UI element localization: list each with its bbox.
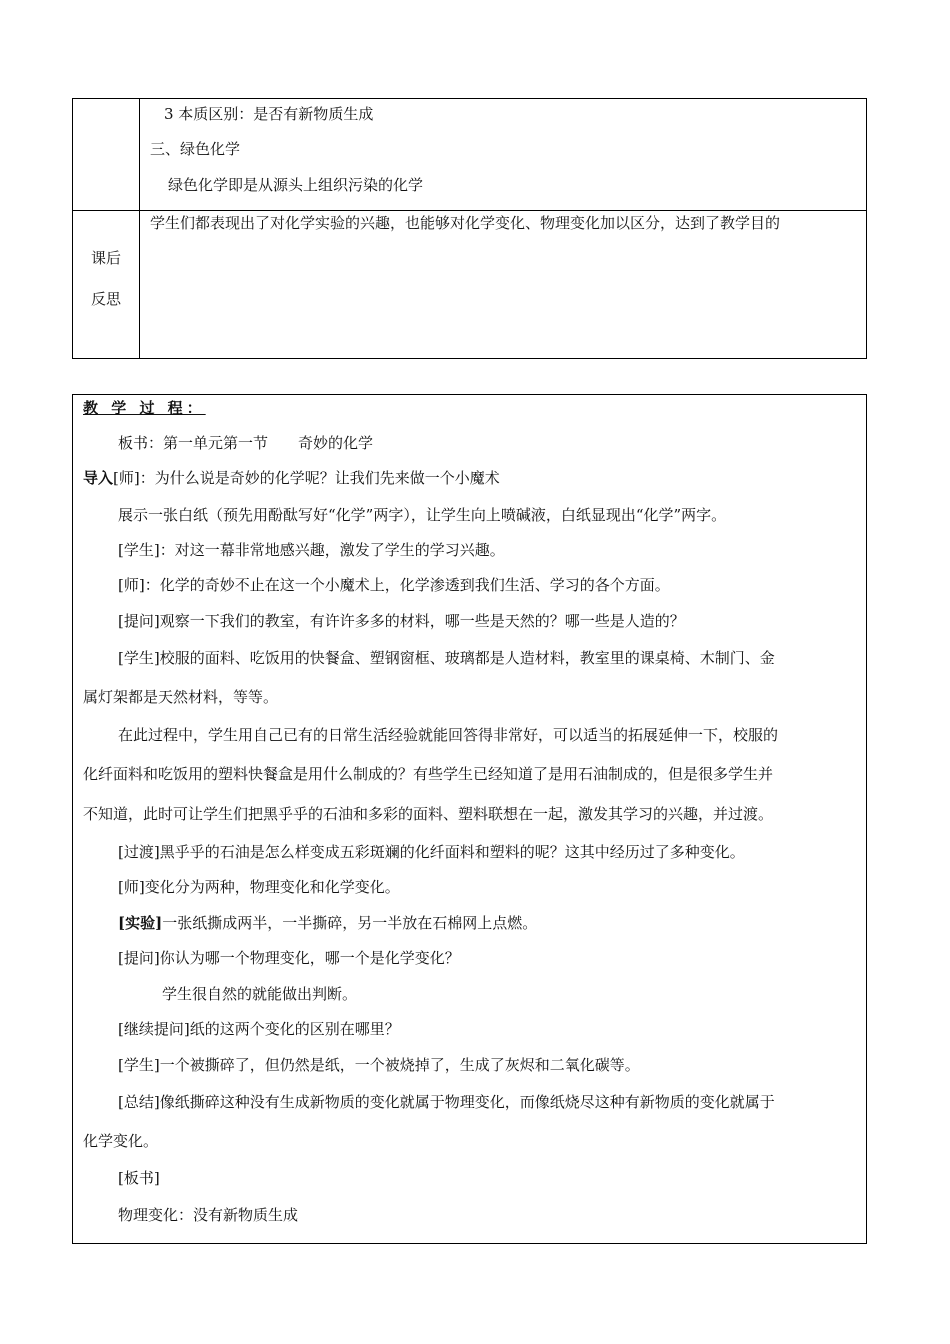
- paragraph-14-line-1: [总结]像纸撕碎这种没有生成新物质的变化就属于物理变化，而像纸烧尽这种有新物质的变化就属于: [118, 1093, 775, 1111]
- paragraph-16: 物理变化：没有新物质生成: [118, 1206, 299, 1224]
- paragraph-14-line-2: 化学变化。: [83, 1132, 159, 1150]
- column-divider: [139, 99, 140, 358]
- paragraph-5-line-2: 属灯架都是天然材料，等等。: [83, 688, 279, 706]
- paragraph-7: [过渡]黑乎乎的石油是怎么样变成五彩斑斓的化纤面料和塑料的呢？这其中经历过了多种变化。: [118, 843, 745, 861]
- intro-text: [师]：为什么说是奇妙的化学呢？让我们先来做一个小魔术: [113, 469, 500, 487]
- paragraph-13: [学生]一个被撕碎了，但仍然是纸，一个被烧掉了，生成了灰烬和二氧化碳等。: [118, 1056, 640, 1074]
- paragraph-2: [学生]：对这一幕非常地感兴趣，激发了学生的学习兴趣。: [118, 541, 505, 559]
- board-title-text: 板书：第一单元第一节 奇妙的化学: [118, 434, 374, 452]
- summary-line-2: 三、绿色化学: [150, 140, 241, 158]
- row-divider: [73, 210, 866, 211]
- intro-label: 导入: [83, 469, 114, 487]
- experiment-paragraph: [118, 913, 537, 933]
- summary-line-3: 绿色化学即是从源头上组织污染的化学: [168, 176, 424, 194]
- paragraph-10: [提问]你认为哪一个物理变化，哪一个是化学变化？: [118, 949, 460, 967]
- paragraph-12: [继续提问]纸的这两个变化的区别在哪里？: [118, 1020, 400, 1038]
- summary-line-1: 3 本质区别：是否有新物质生成: [164, 105, 374, 123]
- paragraph-8: [师]变化分为两种，物理变化和化学变化。: [118, 878, 400, 896]
- board-title: [118, 433, 373, 453]
- summary-table: [72, 98, 867, 359]
- paragraph-1: 展示一张白纸（预先用酚酞写好“化学”两字），让学生向上喷碱液，白纸显现出“化学”两字。: [118, 506, 727, 524]
- reflection-label-2: 反思: [91, 290, 122, 308]
- paragraph-6-line-3: 不知道，此时可让学生们把黑乎乎的石油和多彩的面料、塑料联想在一起，激发其学习的兴趣，并过渡。: [83, 805, 774, 823]
- paragraph-5-line-1: [学生]校服的面料、吃饭用的快餐盒、塑钢窗框、玻璃都是人造材料，教室里的课桌椅、木制门、金: [118, 649, 775, 667]
- paragraph-4: [提问]观察一下我们的教室，有许许多多的材料，哪一些是天然的？哪一些是人造的？: [118, 612, 685, 630]
- paragraph-6-line-2: 化纤面料和吃饭用的塑料快餐盒是用什么制成的？有些学生已经知道了是用石油制成的，但是很多学生并: [83, 765, 774, 783]
- intro-paragraph: [83, 468, 500, 488]
- paragraph-15: [板书]: [118, 1169, 160, 1187]
- paragraph-11: 学生很自然的就能做出判断。: [162, 985, 358, 1003]
- experiment-text: 一张纸撕成两半，一半撕碎，另一半放在石棉网上点燃。: [162, 914, 538, 932]
- paragraph-3: [师]：化学的奇妙不止在这一个小魔术上，化学渗透到我们生活、学习的各个方面。: [118, 576, 670, 594]
- experiment-label: [实验]: [118, 914, 163, 932]
- paragraph-6-line-1: 在此过程中，学生用自己已有的日常生活经验就能回答得非常好，可以适当的拓展延伸一下，校服的: [118, 726, 779, 744]
- process-heading: 教 学 过 程：: [83, 399, 206, 417]
- reflection-text: 学生们都表现出了对化学实验的兴趣，也能够对化学变化、物理变化加以区分，达到了教学目的: [150, 214, 781, 232]
- teaching-process-box: [72, 394, 867, 1244]
- reflection-label-1: 课后: [91, 249, 122, 267]
